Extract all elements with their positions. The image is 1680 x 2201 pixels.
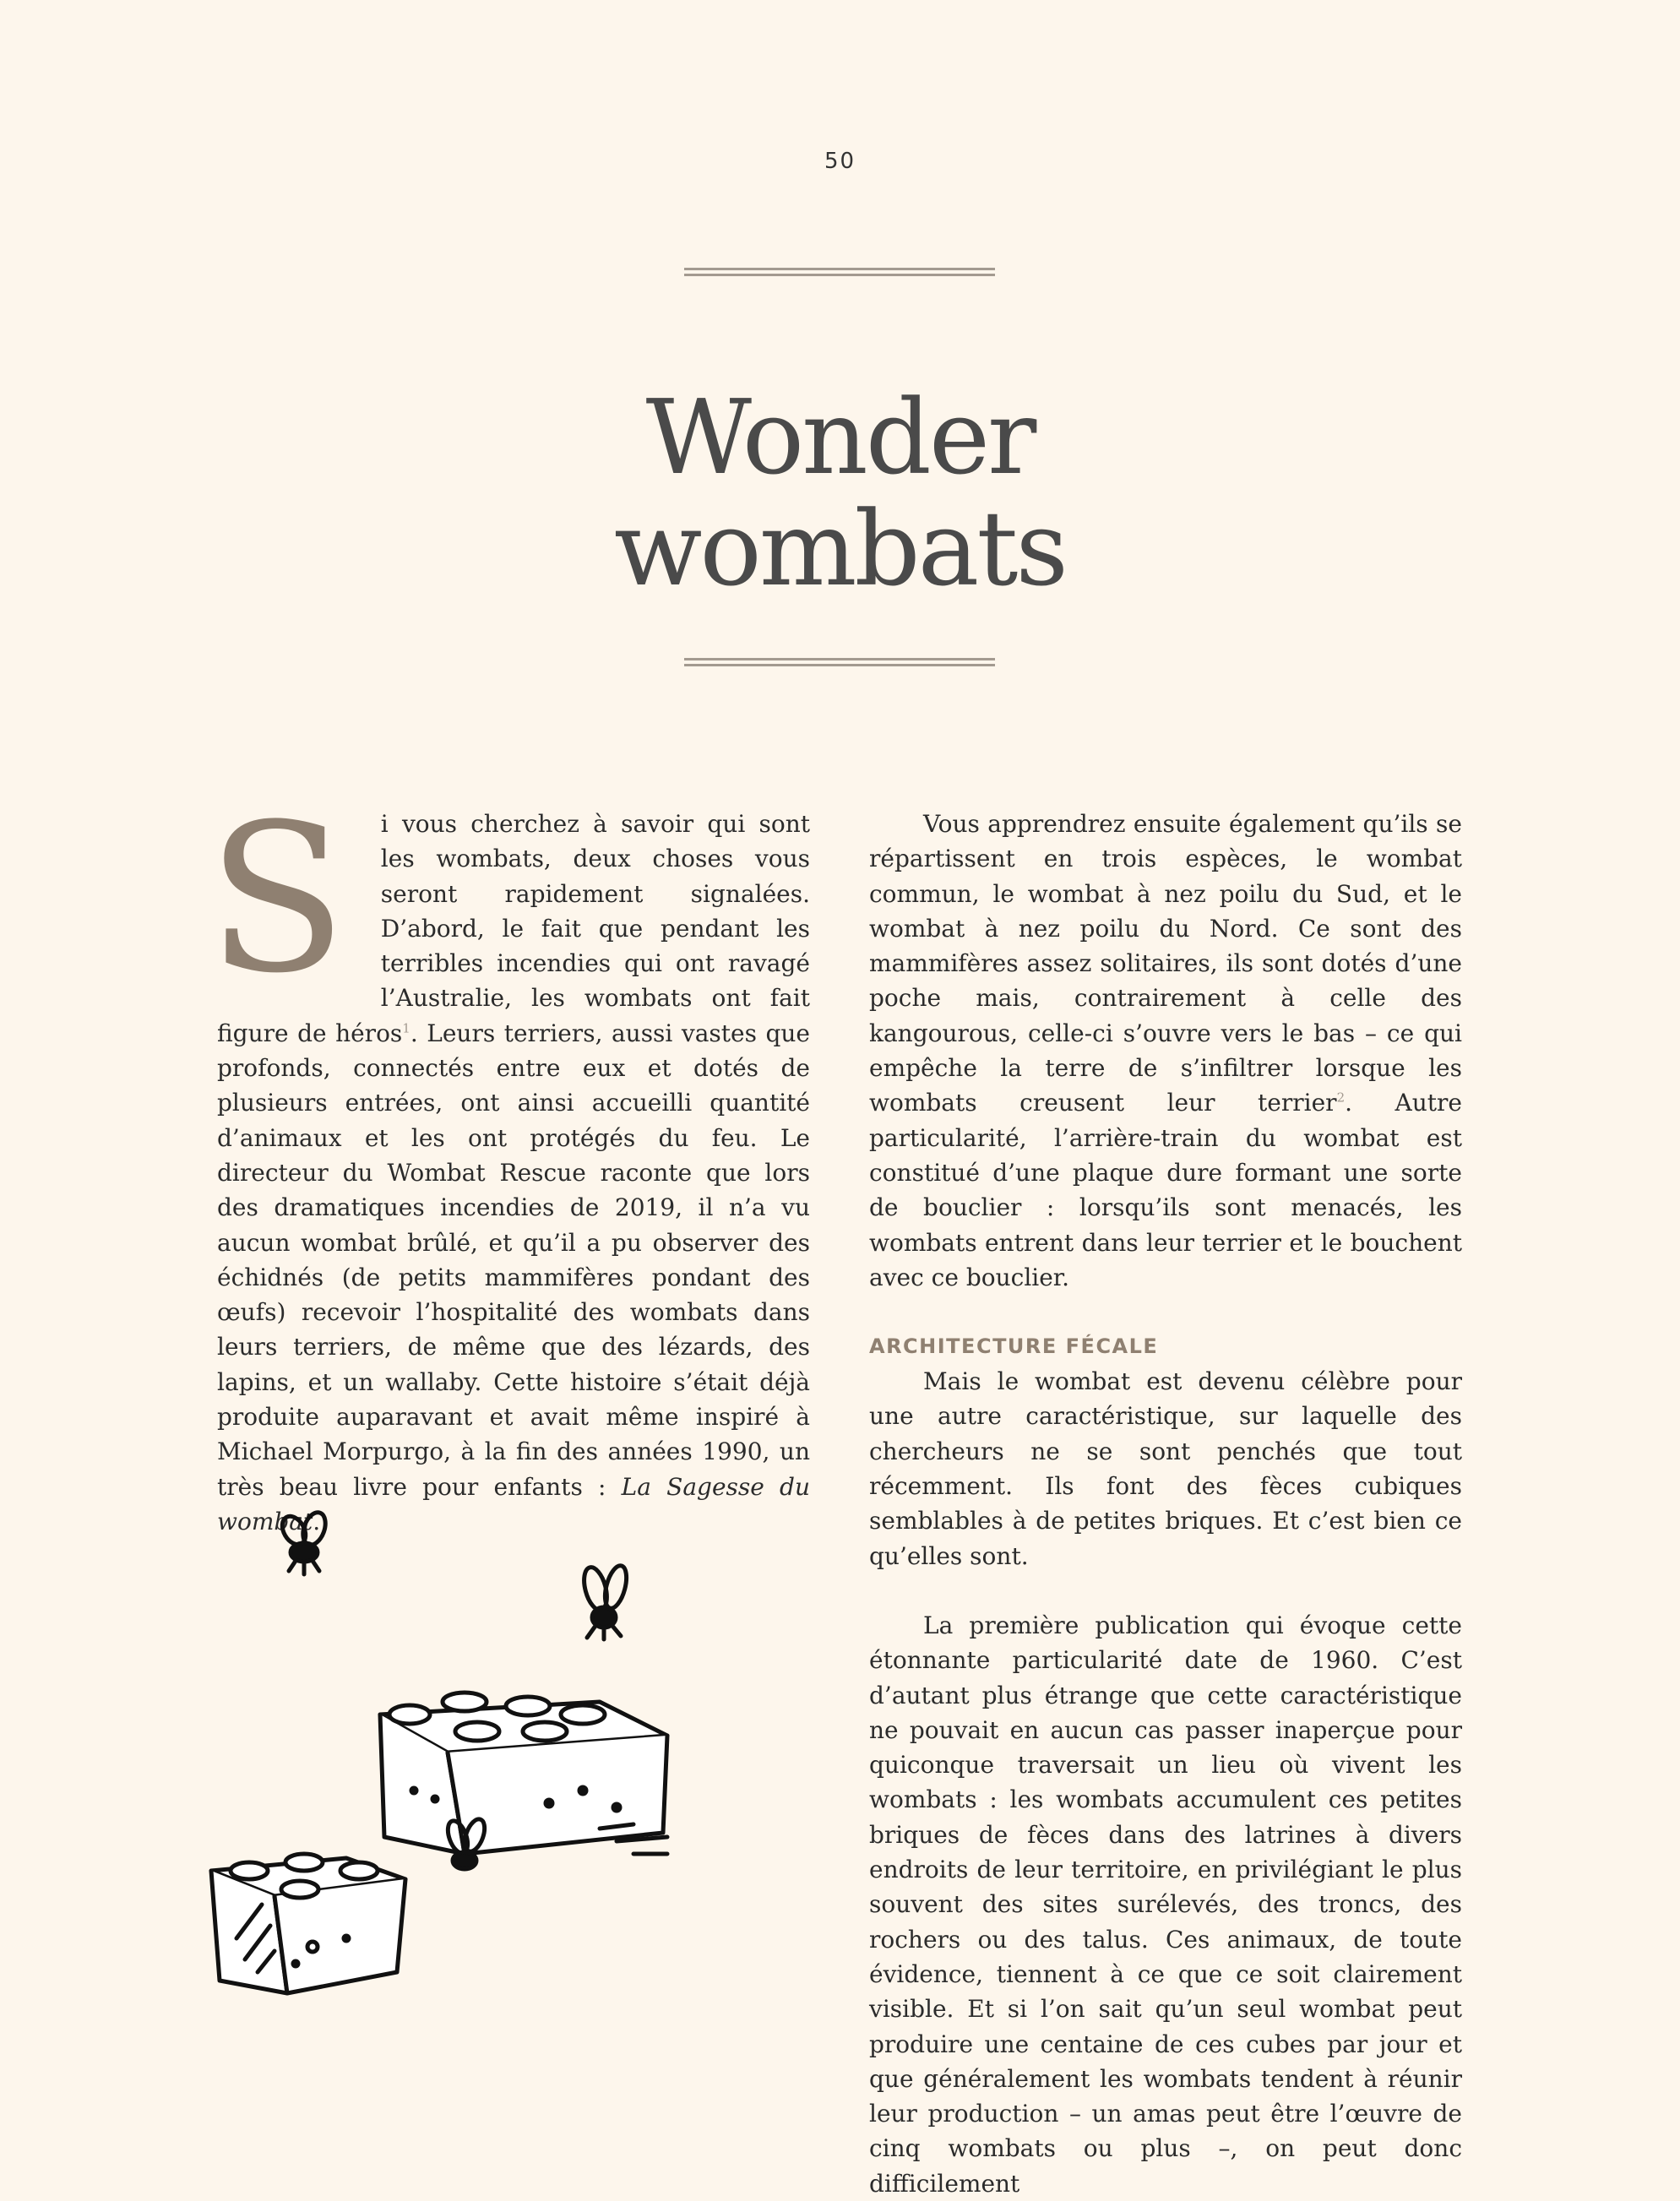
title-rule-bottom	[684, 658, 995, 666]
drop-cap: S	[207, 780, 347, 1019]
brick-icon	[380, 1693, 667, 1854]
wombat-bricks-illustration	[194, 1499, 735, 2040]
right-column	[869, 807, 1462, 2201]
cubic-feces-paragraph: Mais le wombat est devenu célèbre pour une autre caractéristique, sur laquelle des chercheurs ne se sont penchés que tout récemment. Ils font des fèces cubiques semblables à de petites briques. Et c’est bien ce qu’elles sont.	[869, 1367, 1462, 1570]
left-column	[207, 780, 810, 1539]
book-title: La Sagesse du wombat	[217, 1472, 810, 1535]
intro-paragraph	[207, 780, 810, 1539]
title-line-2: wombats	[613, 489, 1067, 609]
species-text: Vous apprendrez ensuite également qu’ils se répartissent en trois espèces, le wombat commun, le wombat à nez poilu du Sud, et le wombat à nez poilu du Nord. Ce sont des mammifères assez solitaires, ils sont dotés d’une poche mais, contrairement à celle des kangourous, celle-ci s’ouvre vers le bas – ce qui empêche la terre de s’infiltrer lorsque les wombats creusent leur terrier	[869, 810, 1462, 1117]
species-paragraph	[869, 807, 1462, 1295]
footnote-marker-2: 2	[1336, 1090, 1346, 1106]
fly-icon	[580, 1563, 631, 1639]
title-line-1: Wonder	[645, 378, 1035, 497]
publication-paragraph: La première publication qui évoque cette étonnante particularité date de 1960. C’est d’autant plus étrange que cette caractéristique ne pouvait en aucun cas passer inaperçue pour quiconque traversait un lieu où vivent les wombats : les wombats accumulent ces petites briques de fèces dans des latrines à divers endroits de leur territoire, en privilégiant le plus souvent des sites surélevés, des troncs, des rochers ou des talus. Ces animaux, de toute évidence, tiennent à ce que ce soit clairement visible. Et si l’on sait qu’un seul wombat peut produire une centaine de ces cubes par jour et que généralement les wombats tendent à réunir leur production – un amas peut être l’œuvre de cinq wombats ou plus –, on peut donc difficilement	[869, 1611, 1462, 2198]
intro-text: i vous cherchez à savoir qui sont les wombats, deux choses vous seront rapidement signalées. D’abord, le fait que pendant les terribles incendies qui ont ravagé l’Australie, les wombats ont fait figure de héros	[217, 810, 810, 1047]
species-text-end: . Autre particularité, l’arrière-train du wombat est constitué d’une plaque dure formant une sorte de bouclier : lorsqu’ils sont menacés, les wombats entrent dans leur terrier et le bouchent avec ce bouclier.	[869, 1089, 1463, 1291]
section-heading: ARCHITECTURE FÉCALE	[869, 1334, 1159, 1359]
brick-icon	[211, 1854, 405, 1993]
fly-icon	[278, 1509, 330, 1574]
intro-text-rest: . Leurs terriers, aussi vastes que profonds, connectés entre eux et dotés de plusieurs entrées, ont ainsi accueilli quantité d’animaux et les ont protégés du feu. Le directeur du Wombat Rescue raconte que lors des dramatiques incendies de 2019, il n’a vu aucun wombat brûlé, et qu’il a pu observer des échidnés (de petits mammifères pondant des œufs) recevoir l’hospitalité des wombats dans leurs terriers, de même que des lézards, des lapins, et un wallaby. Cette histoire s’était déjà produite auparavant et avait même inspiré à Michael Morpurgo, à la fin des années 1990, un très beau livre pour enfants :	[217, 1019, 810, 1501]
title-rule-top	[684, 268, 995, 276]
intro-text-end: .	[313, 1507, 321, 1535]
page-title	[0, 378, 1680, 609]
footnote-marker-1: 1	[402, 1020, 410, 1036]
page-number: 50	[824, 149, 856, 174]
